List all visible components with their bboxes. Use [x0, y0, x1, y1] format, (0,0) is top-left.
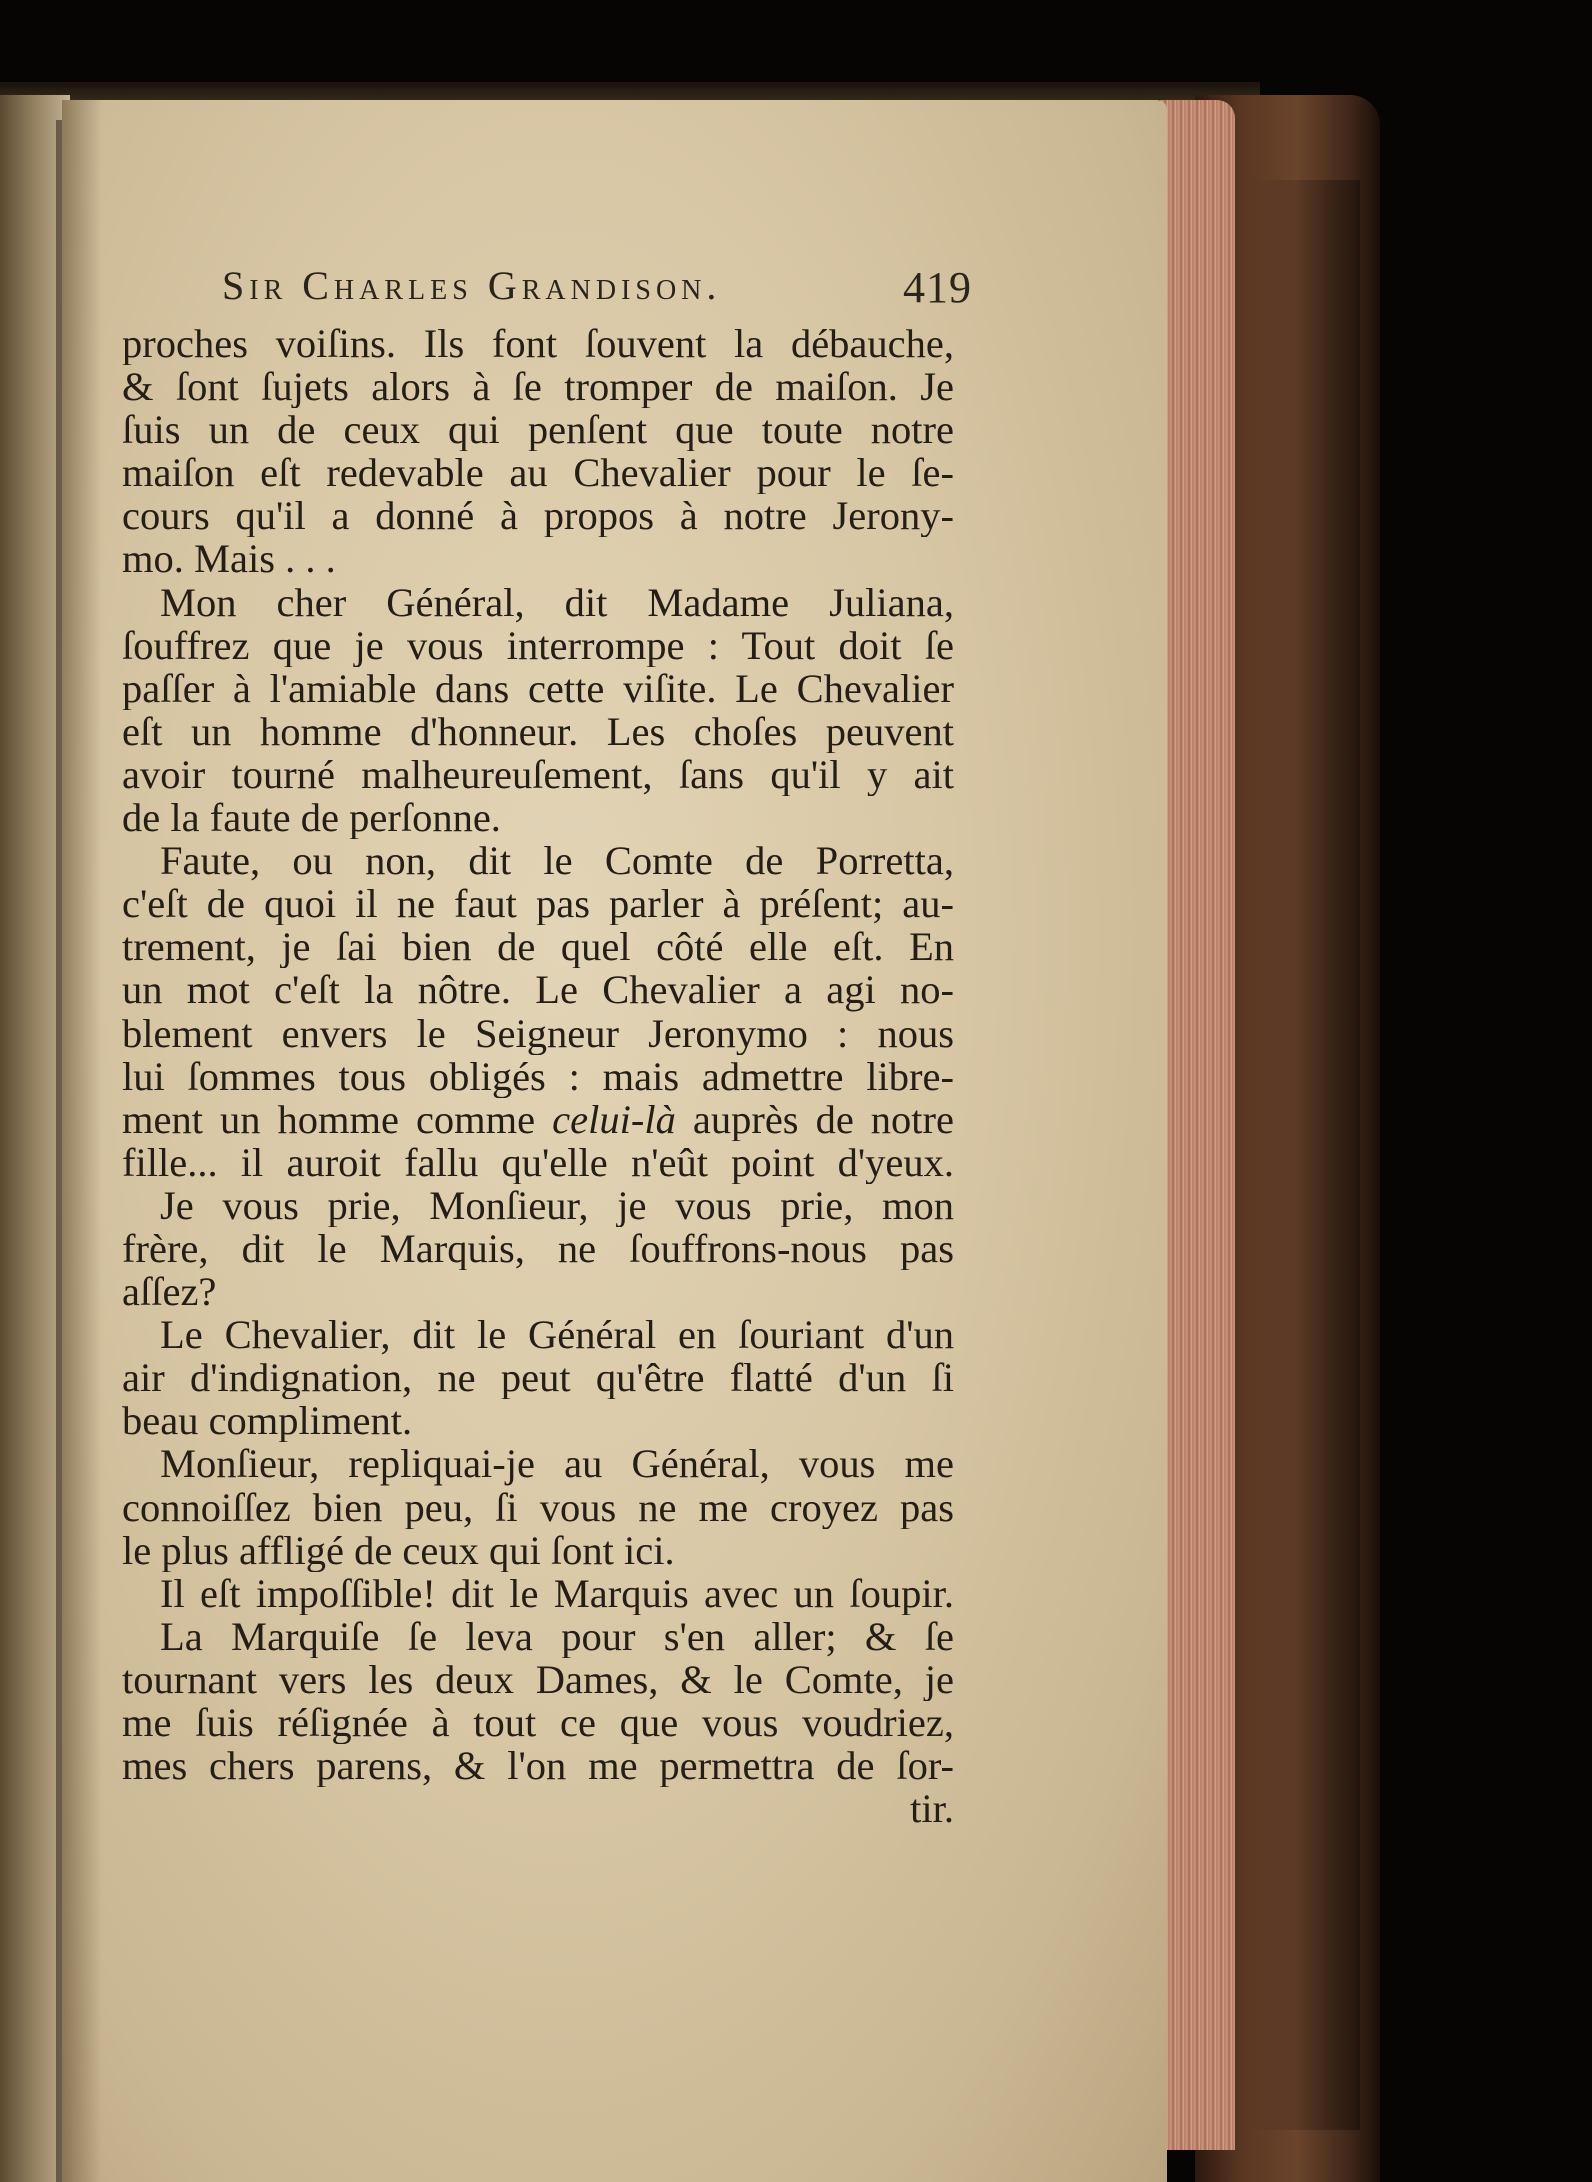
text-line: beau compliment.: [122, 1399, 413, 1443]
text-line: ſuis un de ceux qui penſent que toute notre: [122, 408, 954, 452]
text-line: connoiſſez bien peu, ſi vous ne me croyez pas: [122, 1485, 954, 1529]
text-line-with-italic: ment un homme comme celui-là auprès de notre: [122, 1097, 954, 1141]
cover-shadow: [1250, 180, 1360, 2130]
text-line: maiſon eſt redevable au Chevalier pour le ſe-: [122, 451, 954, 495]
text-block: [122, 322, 954, 1830]
text-line: ſouffrez que je vous interrompe : Tout doit ſe: [122, 623, 954, 667]
text-line: cours qu'il a donné à propos à notre Jerony-: [122, 494, 954, 538]
text-line: trement, je ſai bien de quel côté elle eſt. En: [122, 925, 954, 969]
text-line: tir.: [910, 1787, 954, 1831]
text-line: Le Chevalier, dit le Général en ſouriant d'un: [160, 1313, 954, 1357]
text-line: lui ſommes tous obligés : mais admettre libre-: [122, 1054, 954, 1098]
text-line: proches voiſins. Ils font ſouvent la débauche,: [122, 322, 954, 366]
text-line: mo. Mais . . .: [122, 537, 336, 581]
text-line: paſſer à l'amiable dans cette viſite. Le Chevalier: [122, 666, 954, 710]
text-line: le plus affligé de ceux qui ſont ici.: [122, 1528, 675, 1572]
page-block-edges: [1160, 100, 1235, 2150]
text-line: tournant vers les deux Dames, & le Comte, je: [122, 1657, 954, 1701]
text-line: un mot c'eſt la nôtre. Le Chevalier a agi no-: [122, 968, 954, 1012]
text-line: frère, dit le Marquis, ne ſouffrons-nous pas: [122, 1226, 954, 1271]
text-line: avoir tourné malheureuſement, ſans qu'il y ait: [122, 752, 954, 797]
text-line: aſſez?: [122, 1270, 217, 1314]
italic-phrase: celui-là: [552, 1097, 676, 1141]
text-line: & ſont ſujets alors à ſe tromper de maiſon. Je: [122, 365, 954, 409]
text-line: Faute, ou non, dit le Comte de Porretta,: [160, 839, 954, 883]
text-line: air d'indignation, ne peut qu'être flatté d'un ſi: [122, 1356, 954, 1400]
page-number: 419: [903, 263, 972, 312]
page-gutter-shadow: [62, 100, 102, 2182]
text-line: eſt un homme d'honneur. Les choſes peuvent: [122, 709, 954, 753]
text-line: La Marquiſe ſe leva pour s'en aller; & ſe: [160, 1614, 954, 1658]
text-line: c'eſt de quoi il ne faut pas parler à préſent; au-: [122, 882, 954, 926]
running-head-title: Sir Charles Grandison.: [222, 263, 722, 308]
text-line: de la faute de perſonne.: [122, 796, 501, 840]
text-line: Je vous prie, Monſieur, je vous prie, mon: [160, 1183, 954, 1227]
text-line: blement envers le Seigneur Jeronymo : nous: [122, 1011, 954, 1055]
text-line: mes chers parens, & l'on me permettra de ſor-: [122, 1744, 954, 1788]
text-line: Mon cher Général, dit Madame Juliana,: [160, 580, 954, 624]
text-line: Monſieur, repliquai-je au Général, vous me: [160, 1442, 954, 1486]
text-line: me ſuis réſignée à tout ce que vous voudriez,: [122, 1701, 954, 1745]
text-line: Il eſt impoſſible! dit le Marquis avec un ſoupir.: [160, 1571, 954, 1615]
running-head: [222, 262, 972, 322]
text-line: fille... il auroit fallu qu'elle n'eût point d'yeux.: [122, 1140, 954, 1184]
